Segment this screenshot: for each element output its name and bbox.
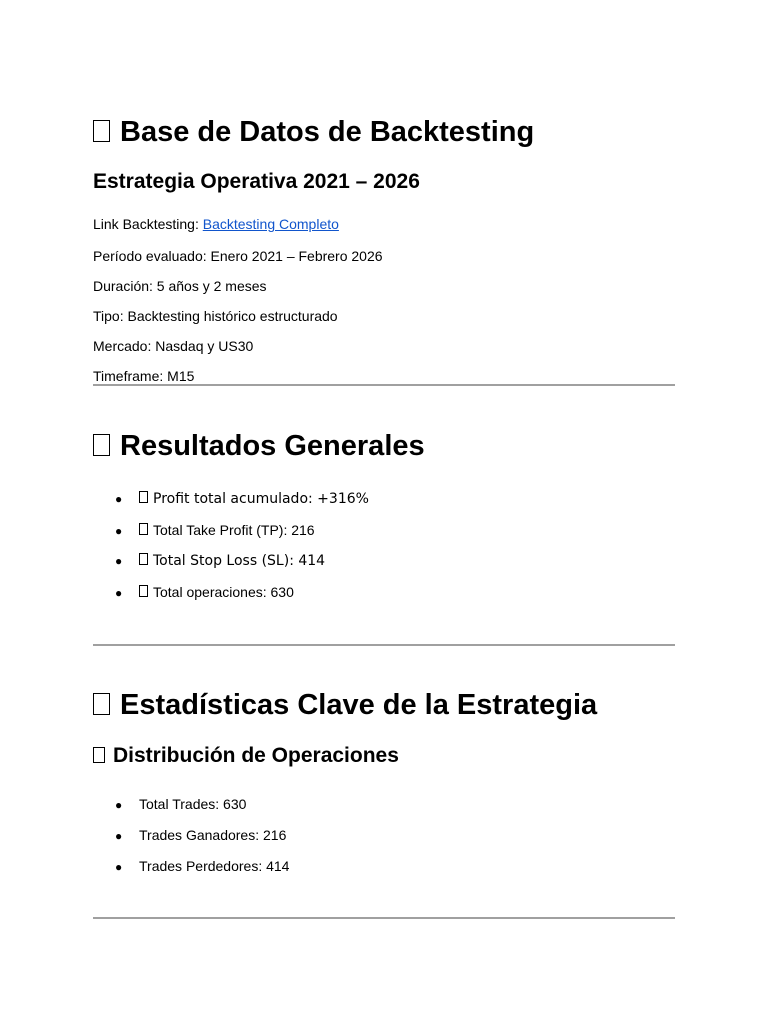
strategy-subtitle: Estrategia Operativa 2021 – 2026: [93, 170, 420, 193]
section-heading-results-text: Resultados Generales: [120, 430, 425, 462]
list-item: ● Trades Perdedores: 414: [115, 858, 290, 874]
period-text: Período evaluado: Enero 2021 – Febrero 2026: [93, 248, 383, 264]
bullet-icon: ●: [115, 554, 123, 568]
bullet-icon: ●: [115, 492, 123, 506]
list-item: ● Total operaciones: 630: [115, 584, 294, 600]
section-divider: [93, 917, 675, 919]
bullet-icon: ●: [115, 524, 123, 538]
page-title: [93, 115, 534, 149]
missing-glyph-icon: [93, 747, 105, 763]
market-text: Mercado: Nasdaq y US30: [93, 338, 254, 354]
type-text: Tipo: Backtesting histórico estructurado: [93, 308, 338, 324]
subheading-distribution-text: Distribución de Operaciones: [113, 744, 399, 767]
list-item: ● Total Stop Loss (SL): 414: [115, 553, 326, 569]
bullet-icon: ●: [115, 798, 123, 812]
list-item: ● Total Take Profit (TP): 216: [115, 522, 315, 538]
missing-glyph-icon: [93, 120, 110, 142]
section-heading-results: [93, 429, 425, 463]
section-divider: [93, 384, 675, 386]
bullet-icon: ●: [115, 860, 123, 874]
bullet-icon: ●: [115, 829, 123, 843]
missing-glyph-icon: [93, 693, 110, 715]
page-title-text: Base de Datos de Backtesting: [120, 116, 535, 148]
section-divider: [93, 644, 675, 646]
missing-glyph-icon: [93, 434, 110, 456]
section-heading-stats-text: Estadísticas Clave de la Estrategia: [120, 689, 598, 721]
missing-glyph-icon: [139, 523, 148, 535]
link-line: [93, 215, 339, 233]
list-item: ● Profit total acumulado: +316%: [115, 491, 369, 507]
section-heading-stats: [93, 688, 597, 722]
duration-text: Duración: 5 años y 2 meses: [93, 278, 267, 294]
link-label: Link Backtesting:: [93, 216, 203, 232]
list-item: ● Trades Ganadores: 216: [115, 827, 287, 843]
missing-glyph-icon: [139, 491, 148, 503]
bullet-icon: ●: [115, 586, 123, 600]
timeframe-text: Timeframe: M15: [93, 368, 195, 384]
list-item: ● Total Trades: 630: [115, 796, 247, 812]
missing-glyph-icon: [139, 553, 148, 565]
subheading-distribution: [93, 743, 399, 769]
missing-glyph-icon: [139, 585, 148, 597]
backtesting-link[interactable]: Backtesting Completo: [202, 216, 339, 232]
